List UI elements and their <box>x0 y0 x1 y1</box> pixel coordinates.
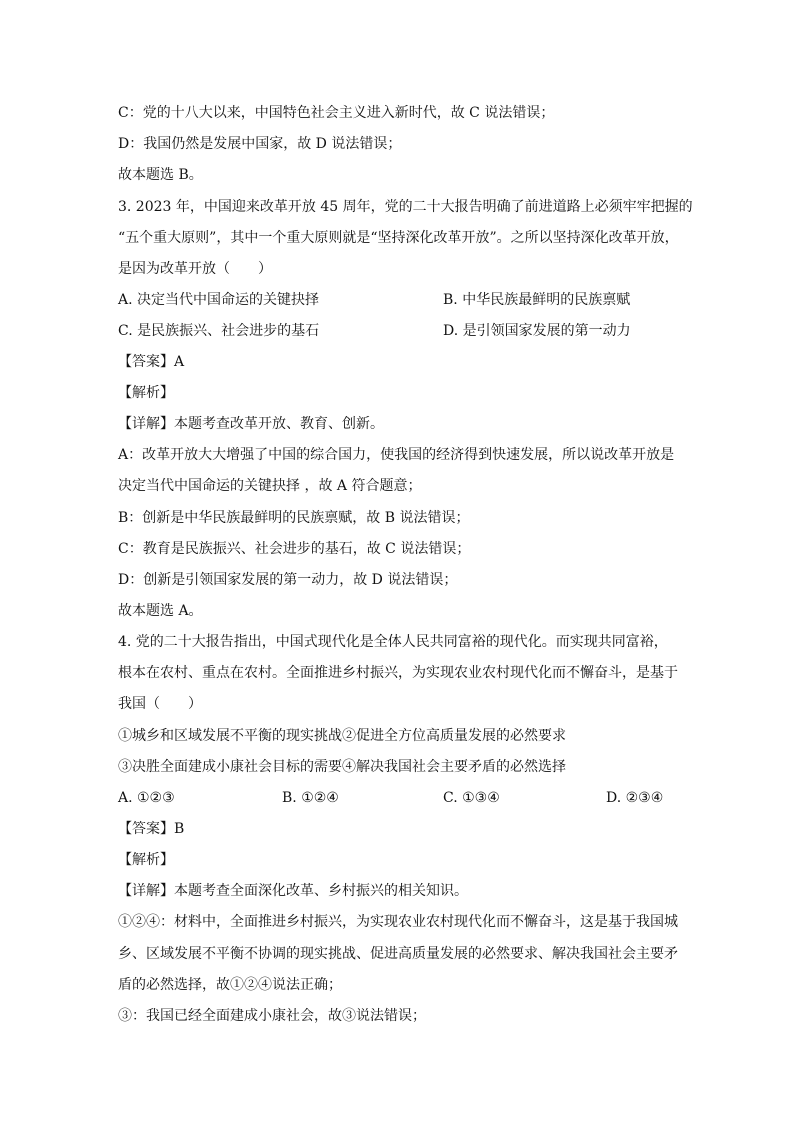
prev-explanation-c: C：党的十八大以来，中国特色社会主义进入新时代，故 C 说法错误； <box>118 105 555 121</box>
q3-option-d: D. 是引领国家发展的第一动力 <box>443 323 631 339</box>
prev-answer-selection: 故本题选 B。 <box>118 167 203 183</box>
q3-explanation-a-line-1: A：改革开放大大增强了中国的综合国力，使我国的经济得到快速发展，所以说改革开放是 <box>118 447 675 463</box>
q3-detail: 【详解】本题考查改革开放、教育、创新。 <box>118 416 384 432</box>
q3-explanation-a-line-2: 决定当代中国命运的关键抉择 ，故 A 符合题意； <box>118 478 422 494</box>
q3-explanation-c: C：教育是民族振兴、社会进步的基石，故 C 说法错误； <box>118 541 471 557</box>
q4-explanation-line-4: ③：我国已经全面建成小康社会，故③说法错误； <box>118 1008 426 1024</box>
q4-option-c: C. ①③④ <box>443 790 500 806</box>
q3-answer: 【答案】A <box>118 354 185 370</box>
q3-stem-line-2: “五个重大原则”，其中一个重大原则就是“坚持深化改革开放”。之所以坚持深化改革开放， <box>118 230 679 246</box>
q4-option-b: B. ①②④ <box>282 790 339 806</box>
q3-stem-line-1: 3. 2023 年，中国迎来改革开放 45 周年，党的二十大报告明确了前进道路上必须牢牢把握的 <box>118 199 693 215</box>
q4-option-a: A. ①②③ <box>118 790 175 806</box>
q4-explanation-line-1: ①②④：材料中，全面推进乡村振兴，为实现农业农村现代化而不懈奋斗，这是基于我国城 <box>118 914 678 930</box>
q3-explanation-d: D：创新是引领国家发展的第一动力，故 D 说法错误； <box>118 572 458 588</box>
q4-explanation-line-3: 盾的必然选择，故①②④说法正确； <box>118 977 342 993</box>
q3-option-c: C. 是民族振兴、社会进步的基石 <box>118 323 320 339</box>
q4-explanation-line-2: 乡、区域发展不平衡不协调的现实挑战、促进高质量发展的必然要求、解决我国社会主要矛 <box>118 946 678 962</box>
q4-answer: 【答案】B <box>118 821 185 837</box>
q3-answer-selection: 故本题选 A。 <box>118 603 203 619</box>
q4-statements-line-1: ①城乡和区域发展不平衡的现实挑战②促进全方位高质量发展的必然要求 <box>118 728 566 744</box>
q4-statements-line-2: ③决胜全面建成小康社会目标的需要④解决我国社会主要矛盾的必然选择 <box>118 759 566 775</box>
q4-stem-line-3: 我国（ ） <box>118 696 202 712</box>
q4-stem-line-1: 4. 党的二十大报告指出，中国式现代化是全体人民共同富裕的现代化。而实现共同富裕， <box>118 634 668 650</box>
q3-analysis-heading: 【解析】 <box>118 385 174 401</box>
prev-explanation-d: D：我国仍然是发展中国家，故 D 说法错误； <box>118 136 402 152</box>
q4-analysis-heading: 【解析】 <box>118 852 174 868</box>
q3-explanation-b: B：创新是中华民族最鲜明的民族禀赋，故 B 说法错误； <box>118 510 470 526</box>
q4-option-d: D. ②③④ <box>606 790 664 806</box>
q3-option-b: B. 中华民族最鲜明的民族禀赋 <box>443 292 631 308</box>
q4-detail: 【详解】本题考查全面深化改革、乡村振兴的相关知识。 <box>118 883 468 899</box>
q4-stem-line-2: 根本在农村、重点在农村。全面推进乡村振兴，为实现农业农村现代化而不懈奋斗，是基于 <box>118 665 678 681</box>
q3-option-a: A. 决定当代中国命运的关键抉择 <box>118 292 320 308</box>
q3-stem-line-3: 是因为改革开放（ ） <box>118 261 272 277</box>
